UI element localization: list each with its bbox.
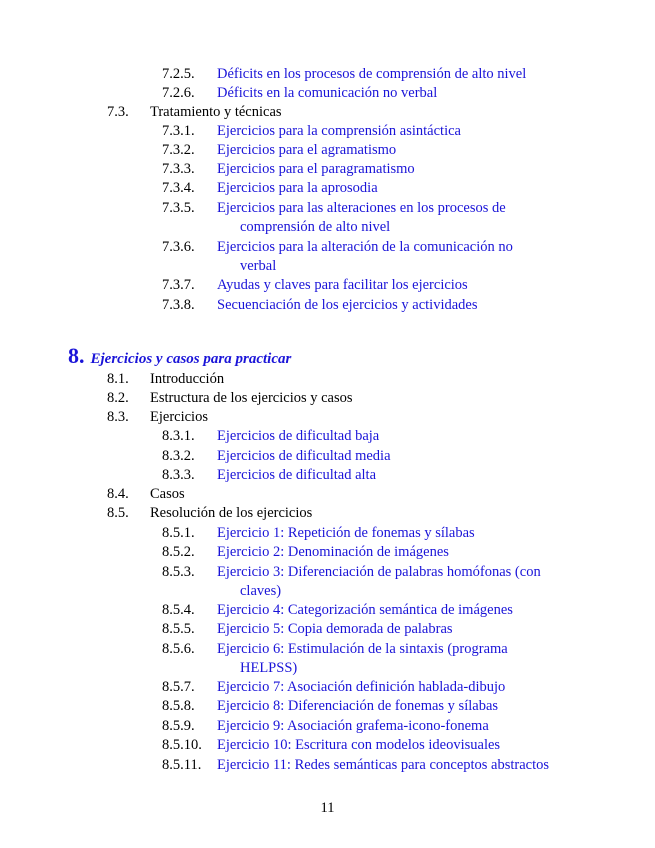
toc-heading[interactable]: Ejercicios <box>150 409 208 425</box>
toc-number: 8.5.4. <box>162 602 195 618</box>
chapter-title[interactable]: Ejercicios y casos para practicar <box>90 351 292 367</box>
toc-link[interactable]: Ejercicio 11: Redes semánticas para conceptos abstractos <box>217 757 550 773</box>
toc-entry-8-5-2[interactable] <box>0 543 655 562</box>
toc-number: 7.3.4. <box>162 180 195 196</box>
toc-heading[interactable]: Tratamiento y técnicas <box>150 104 282 120</box>
toc-entry-7-3-5-cont[interactable] <box>0 218 655 237</box>
toc-number: 8.5.10. <box>162 737 202 753</box>
toc-link[interactable]: Ejercicios para la comprensión asintáctica <box>217 123 461 139</box>
toc-number: 8.5.9. <box>162 718 195 734</box>
toc-number: 7.3. <box>107 104 129 120</box>
toc-entry-8-5-5[interactable] <box>0 620 655 639</box>
toc-number: 8.3. <box>107 409 129 425</box>
toc-entry-8-4[interactable] <box>0 485 655 504</box>
toc-entry-8-5-6-cont[interactable] <box>0 659 655 678</box>
toc-link[interactable]: Ejercicio 10: Escritura con modelos ideovisuales <box>217 737 501 753</box>
toc-entry-8-3-2[interactable] <box>0 447 655 466</box>
toc-number: 7.3.8. <box>162 297 195 313</box>
toc-link[interactable]: Ejercicio 8: Diferenciación de fonemas y sílabas <box>217 698 499 714</box>
toc-link[interactable]: Ejercicios de dificultad media <box>217 448 391 464</box>
toc-link-continuation[interactable]: comprensión de alto nivel <box>240 219 391 235</box>
toc-entry-8-3[interactable] <box>0 408 655 427</box>
toc-number: 8.4. <box>107 486 129 502</box>
toc-entry-8-5-1[interactable] <box>0 524 655 543</box>
toc-number: 8.5.8. <box>162 698 195 714</box>
toc-entry-8-5[interactable] <box>0 504 655 523</box>
toc-number: 8.2. <box>107 390 129 406</box>
toc-entry-8-5-7[interactable] <box>0 678 655 697</box>
toc-link[interactable]: Déficits en la comunicación no verbal <box>217 85 438 101</box>
toc-entry-7-3-3[interactable] <box>0 160 655 179</box>
toc-link[interactable]: Secuenciación de los ejercicios y actividades <box>217 297 478 313</box>
toc-number: 8.3.3. <box>162 467 195 483</box>
toc-entry-8-3-3[interactable] <box>0 466 655 485</box>
toc-entry-7-3-2[interactable] <box>0 141 655 160</box>
toc-link[interactable]: Ejercicio 1: Repetición de fonemas y sílabas <box>217 525 475 541</box>
toc-link[interactable]: Ejercicios para la aprosodia <box>217 180 378 196</box>
toc-link[interactable]: Ejercicio 3: Diferenciación de palabras homófonas (con <box>217 564 541 580</box>
toc-link[interactable]: Ejercicios de dificultad alta <box>217 467 377 483</box>
toc-entry-8-3-1[interactable] <box>0 427 655 446</box>
toc-link[interactable]: Ejercicios para las alteraciones en los procesos de <box>217 200 506 216</box>
toc-link-continuation[interactable]: claves) <box>240 583 282 599</box>
toc-number: 8.5.2. <box>162 544 195 560</box>
toc-link[interactable]: Ejercicio 5: Copia demorada de palabras <box>217 621 453 637</box>
toc-entry-8-5-11[interactable] <box>0 756 655 775</box>
toc-entry-7-3-8[interactable] <box>0 296 655 315</box>
toc-entry-7-3-7[interactable] <box>0 276 655 295</box>
toc-entry-7-3-5[interactable] <box>0 199 655 218</box>
toc-entry-7-3-6-cont[interactable] <box>0 257 655 276</box>
toc-entry-8-5-10[interactable] <box>0 736 655 755</box>
toc-link[interactable]: Ejercicio 6: Estimulación de la sintaxis (programa <box>217 641 508 657</box>
toc-entry-7-3[interactable] <box>0 103 655 122</box>
toc-number: 7.3.5. <box>162 200 195 216</box>
toc-number: 7.3.2. <box>162 142 195 158</box>
toc-number: 8.1. <box>107 371 129 387</box>
toc-entry-8-5-9[interactable] <box>0 717 655 736</box>
toc-link[interactable]: Ejercicio 4: Categorización semántica de imágenes <box>217 602 513 618</box>
toc-entry-8-1[interactable] <box>0 370 655 389</box>
toc-link-continuation[interactable]: verbal <box>240 258 277 274</box>
toc-heading[interactable]: Introducción <box>150 371 225 387</box>
toc-link[interactable]: Ejercicio 2: Denominación de imágenes <box>217 544 449 560</box>
toc-entry-8-5-6[interactable] <box>0 640 655 659</box>
toc-number: 7.3.3. <box>162 161 195 177</box>
toc-link[interactable]: Ejercicios para el paragramatismo <box>217 161 415 177</box>
toc-entry-8-5-3-cont[interactable] <box>0 582 655 601</box>
toc-number: 8.5.7. <box>162 679 195 695</box>
chapter-number: 8. <box>68 343 85 368</box>
toc-entry-8-5-3[interactable] <box>0 563 655 582</box>
toc-entry-7-3-1[interactable] <box>0 122 655 141</box>
toc-entry-7-2-6[interactable] <box>0 84 655 103</box>
chapter-8-heading[interactable] <box>68 344 291 368</box>
toc-entry-8-5-4[interactable] <box>0 601 655 620</box>
toc-number: 7.2.6. <box>162 85 195 101</box>
toc-heading[interactable]: Casos <box>150 486 185 502</box>
toc-entry-8-5-8[interactable] <box>0 697 655 716</box>
toc-entry-7-3-4[interactable] <box>0 179 655 198</box>
toc-link[interactable]: Ejercicios para la alteración de la comunicación no <box>217 239 513 255</box>
toc-link[interactable]: Déficits en los procesos de comprensión de alto nivel <box>217 66 527 82</box>
toc-number: 8.5. <box>107 505 129 521</box>
toc-link-continuation[interactable]: HELPSS) <box>240 660 298 676</box>
toc-number: 8.5.5. <box>162 621 195 637</box>
toc-entry-7-3-6[interactable] <box>0 238 655 257</box>
toc-link[interactable]: Ayudas y claves para facilitar los ejercicios <box>217 277 468 293</box>
toc-number: 7.3.1. <box>162 123 195 139</box>
toc-heading[interactable]: Resolución de los ejercicios <box>150 505 313 521</box>
toc-number: 8.3.2. <box>162 448 195 464</box>
toc-number: 8.5.1. <box>162 525 195 541</box>
toc-number: 8.5.11. <box>162 757 202 773</box>
page-number: 11 <box>320 800 335 816</box>
toc-link[interactable]: Ejercicio 7: Asociación definición hablada-dibujo <box>217 679 506 695</box>
toc-entry-7-2-5[interactable] <box>0 65 655 84</box>
toc-number: 8.5.3. <box>162 564 195 580</box>
toc-heading[interactable]: Estructura de los ejercicios y casos <box>150 390 353 406</box>
toc-link[interactable]: Ejercicio 9: Asociación grafema-icono-fonema <box>217 718 489 734</box>
toc-link[interactable]: Ejercicios de dificultad baja <box>217 428 380 444</box>
toc-number: 7.2.5. <box>162 66 195 82</box>
toc-entry-8-2[interactable] <box>0 389 655 408</box>
toc-link[interactable]: Ejercicios para el agramatismo <box>217 142 397 158</box>
toc-number: 8.5.6. <box>162 641 195 657</box>
toc-number: 8.3.1. <box>162 428 195 444</box>
toc-number: 7.3.7. <box>162 277 195 293</box>
toc-number: 7.3.6. <box>162 239 195 255</box>
